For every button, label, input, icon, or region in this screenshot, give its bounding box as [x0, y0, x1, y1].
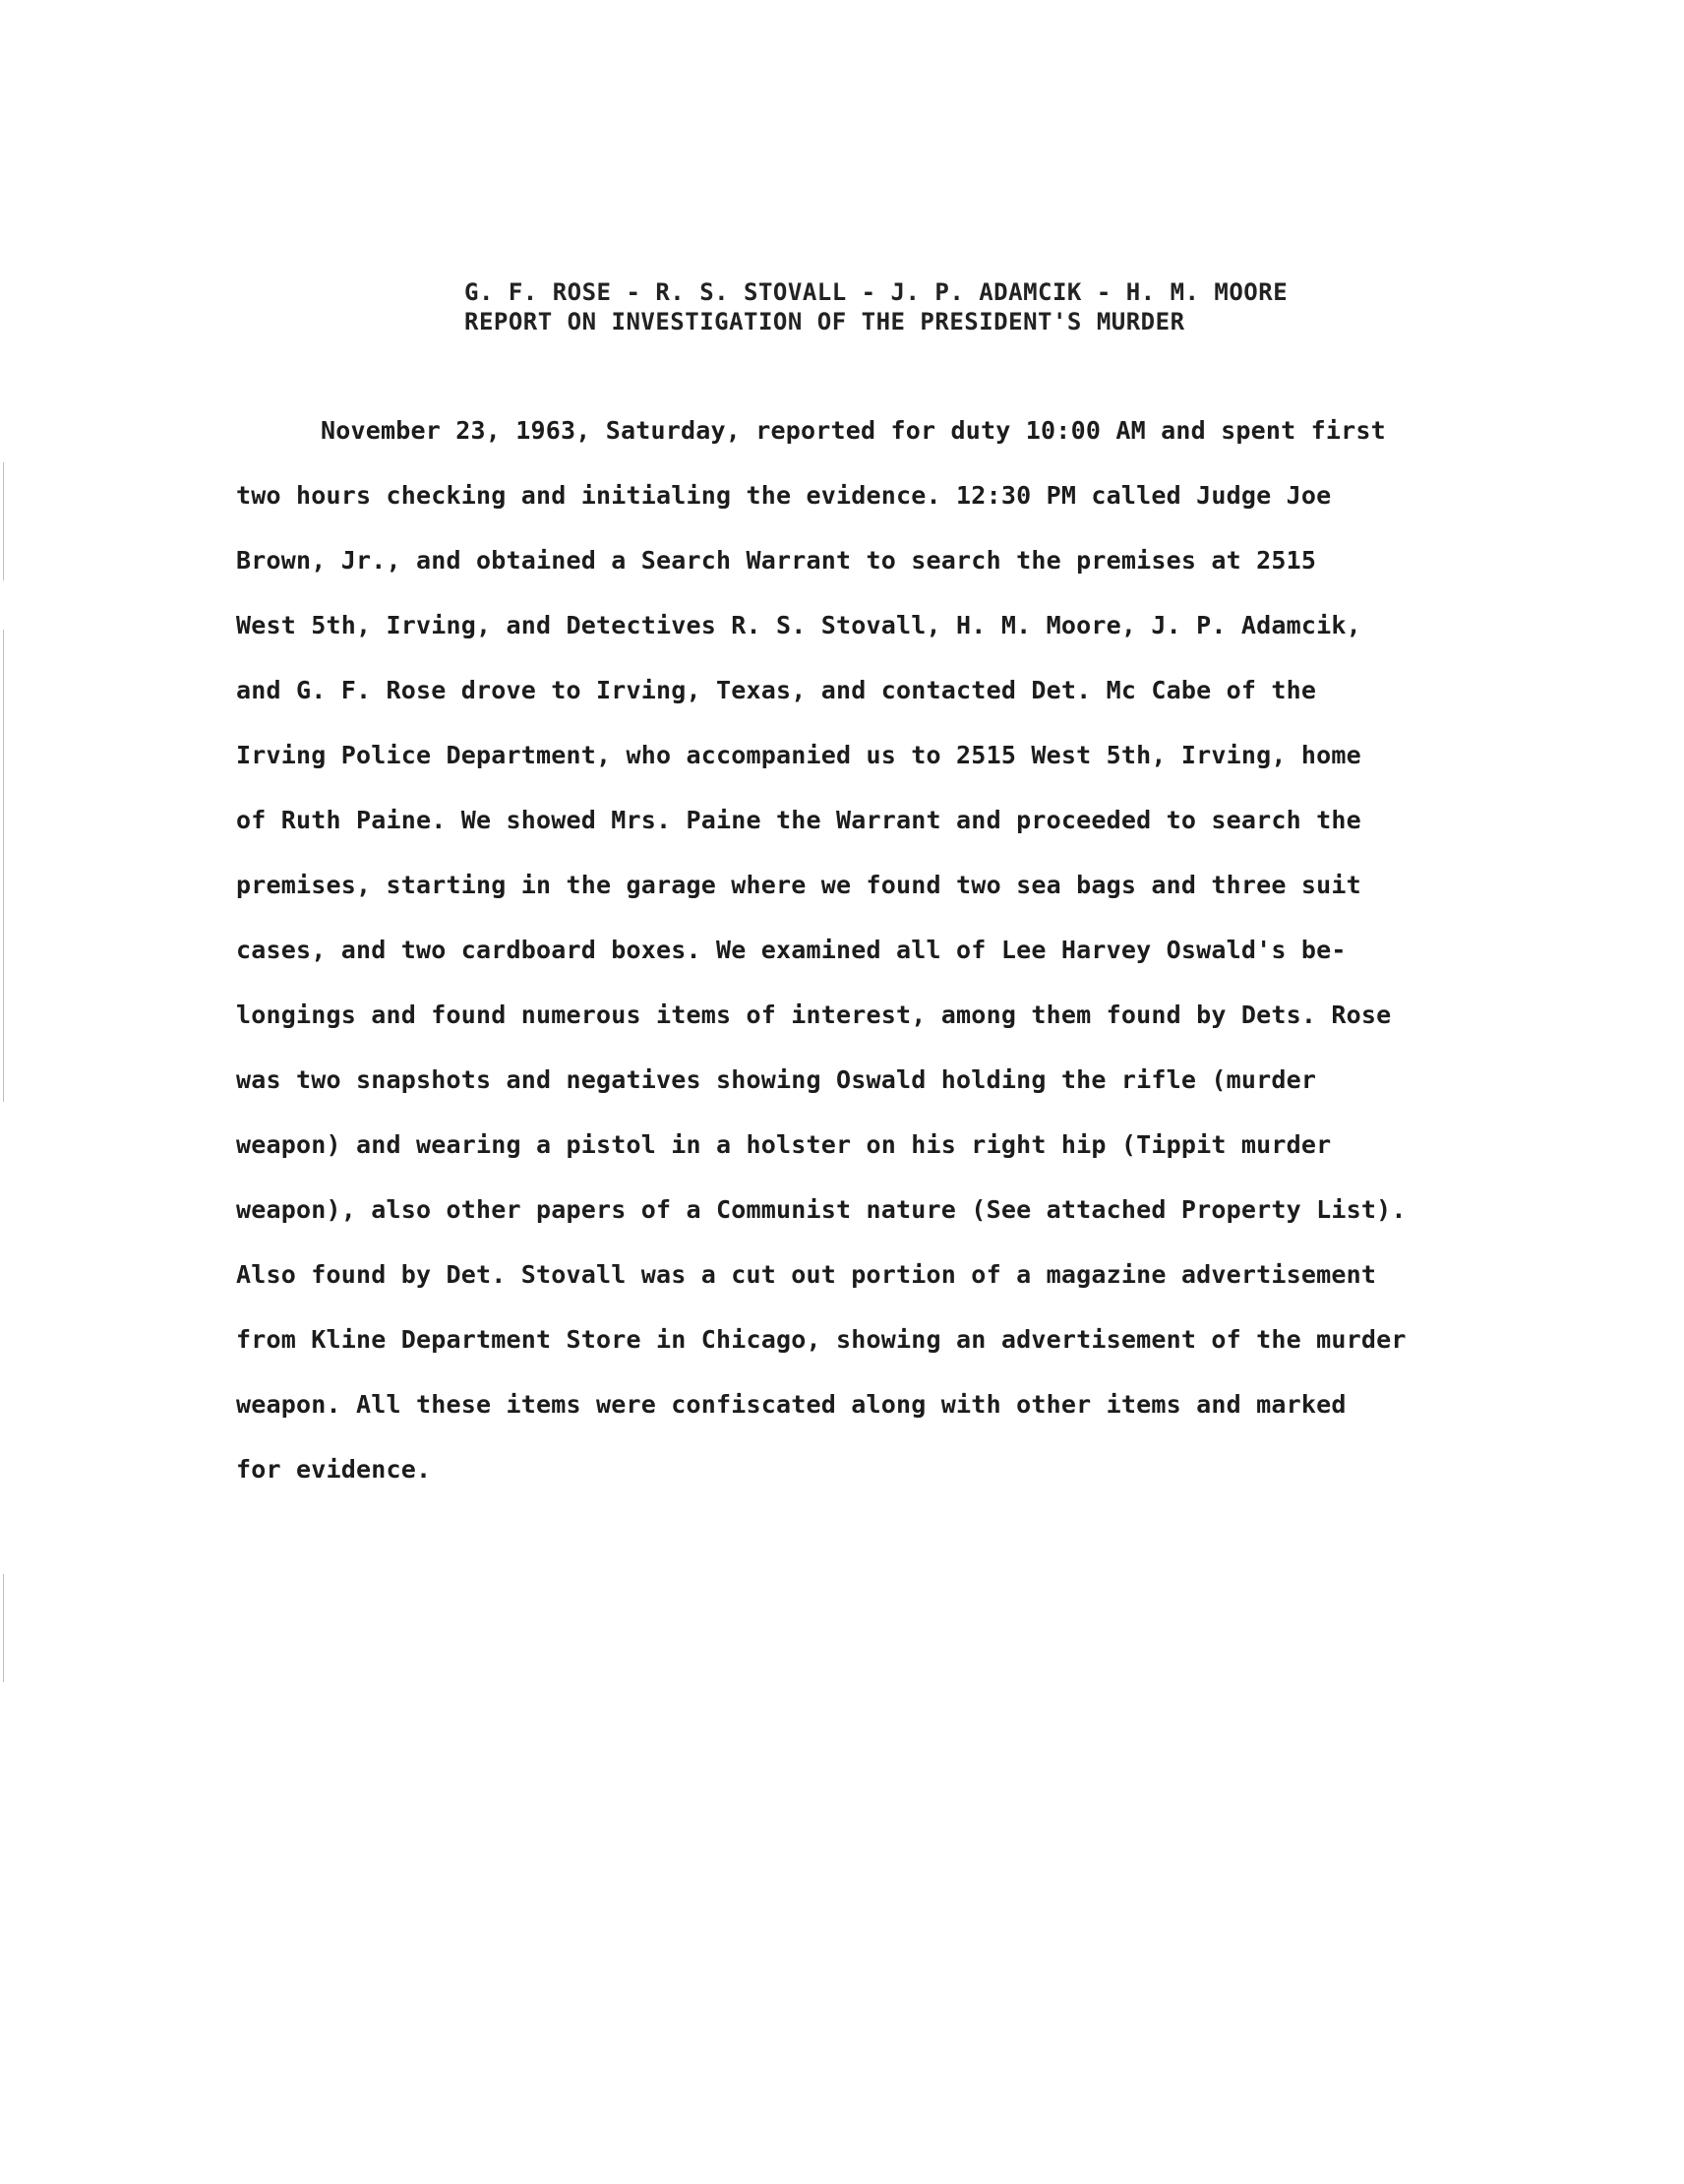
body-line: was two snapshots and negatives showing Oswald holding the rifle (murder [236, 1065, 1317, 1094]
body-line: West 5th, Irving, and Detectives R. S. Stovall, H. M. Moore, J. P. Adamcik, [236, 611, 1361, 639]
report-title: REPORT ON INVESTIGATION OF THE PRESIDENT'S MURDER [464, 308, 1185, 335]
body-line: two hours checking and initialing the evidence. 12:30 PM called Judge Joe [236, 481, 1332, 510]
scan-edge-mark [3, 630, 4, 1102]
body-line: weapon) and wearing a pistol in a holster on his right hip (Tippit murder [236, 1130, 1332, 1159]
body-line: weapon), also other papers of a Communist nature (See attached Property List). [236, 1195, 1407, 1224]
body-line: from Kline Department Store in Chicago, showing an advertisement of the murder [236, 1325, 1407, 1354]
body-line: Brown, Jr., and obtained a Search Warrant to search the premises at 2515 [236, 546, 1317, 575]
body-line: for evidence. [236, 1455, 432, 1484]
report-header [464, 277, 1448, 336]
body-line: longings and found numerous items of interest, among them found by Dets. Rose [236, 1001, 1392, 1029]
body-line: cases, and two cardboard boxes. We examined all of Lee Harvey Oswald's be- [236, 936, 1347, 964]
scan-edge-mark [3, 1574, 4, 1682]
body-line: premises, starting in the garage where we found two sea bags and three suit [236, 871, 1361, 899]
body-line: Also found by Det. Stovall was a cut out portion of a magazine advertisement [236, 1260, 1377, 1289]
body-line: November 23, 1963, Saturday, reported for duty 10:00 AM and spent first [321, 416, 1386, 445]
body-line: weapon. All these items were confiscated along with other items and marked [236, 1390, 1347, 1419]
detectives-names: G. F. ROSE - R. S. STOVALL - J. P. ADAMCIK - H. M. MOORE [464, 278, 1289, 306]
scan-edge-mark [3, 462, 4, 580]
body-line: and G. F. Rose drove to Irving, Texas, and contacted Det. Mc Cabe of the [236, 676, 1317, 704]
report-body [236, 398, 1534, 1502]
body-line: of Ruth Paine. We showed Mrs. Paine the Warrant and proceeded to search the [236, 806, 1361, 834]
body-line: Irving Police Department, who accompanied us to 2515 West 5th, Irving, home [236, 741, 1361, 769]
